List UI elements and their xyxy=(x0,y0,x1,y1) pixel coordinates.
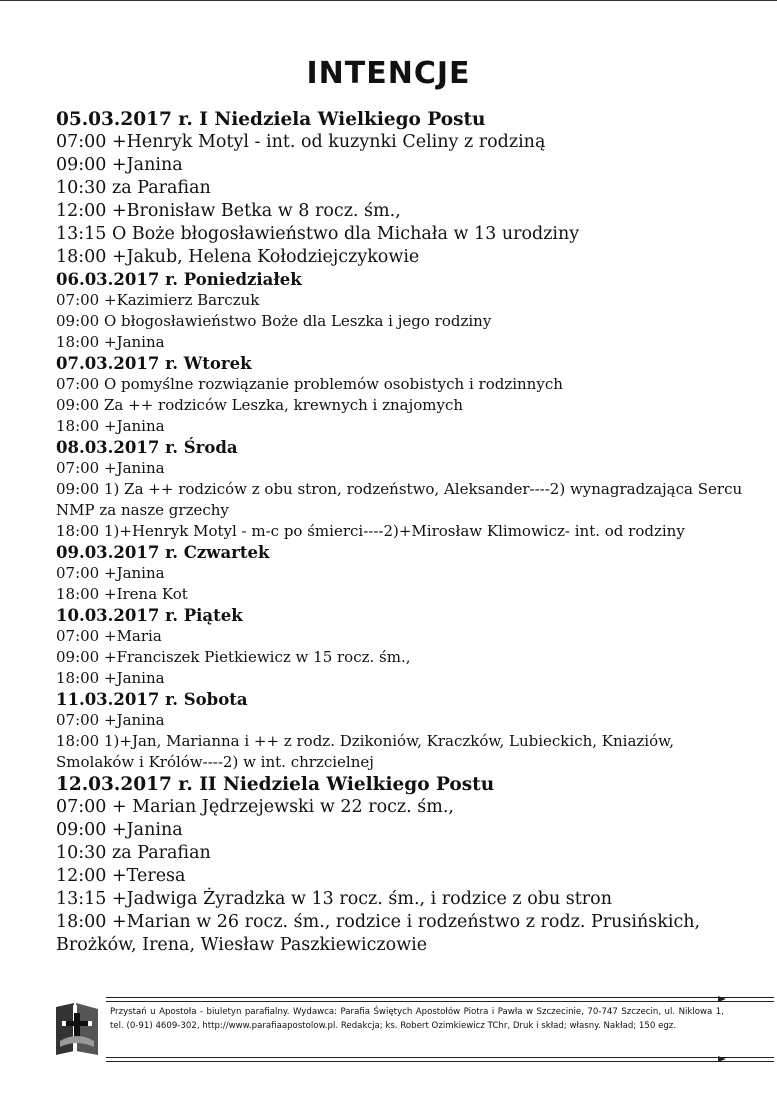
mass-intention: 18:00 +Marian w 26 rocz. śm., rodzice i rodzeństwo z rodz. Prusińskich, Brożków, Irena, Wiesław Paszkiewiczowie xyxy=(56,912,701,955)
day-heading: 10.03.2017 r. Piątek xyxy=(56,606,243,625)
mass-intention: 09:00 +Janina xyxy=(56,155,183,175)
footer xyxy=(50,995,730,1061)
footer-rule-bottom xyxy=(106,1057,774,1062)
mass-intention: 07:00 O pomyślne rozwiązanie problemów osobistych i rodzinnych xyxy=(56,375,563,393)
mass-intention: 09:00 +Franciszek Pietkiewicz w 15 rocz. śm., xyxy=(56,648,411,666)
day-block xyxy=(56,542,756,605)
mass-intention: 10:30 za Parafian xyxy=(56,843,211,863)
mass-intention: 18:00 +Janina xyxy=(56,669,165,687)
mass-intention: 12:00 +Teresa xyxy=(56,866,186,886)
mass-intention: 18:00 +Janina xyxy=(56,333,165,351)
day-heading: 05.03.2017 r. I Niedziela Wielkiego Postu xyxy=(56,109,486,130)
mass-intention: 07:00 +Kazimierz Barczuk xyxy=(56,291,260,309)
mass-intention: 07:00 +Henryk Motyl - int. od kuzynki Celiny z rodziną xyxy=(56,132,546,152)
mass-intention: 10:30 za Parafian xyxy=(56,178,211,198)
mass-intention: 18:00 +Janina xyxy=(56,417,165,435)
footer-text: Przystań u Apostoła - biuletyn parafialny. Wydawca: Parafia Świętych Apostołów Piotra i Pawła w Szczecinie, 70-747 Szczecin, ul. Niklowa 1, tel. (0-91) 4609-302, http://www.parafiaapostolow.pl. Redakcja; ks. Robert Ozimkiewicz TChr, Druk i skład; własny. Nakład; 150 egz. xyxy=(110,1007,724,1031)
mass-intention: 18:00 +Irena Kot xyxy=(56,585,188,603)
mass-intention: 18:00 1)+Henryk Motyl - m-c po śmierci----2)+Mirosław Klimowicz- int. od rodziny xyxy=(56,522,685,540)
mass-intention: 07:00 +Janina xyxy=(56,564,165,582)
day-block xyxy=(56,437,756,542)
day-heading: 11.03.2017 r. Sobota xyxy=(56,690,248,709)
day-heading: 07.03.2017 r. Wtorek xyxy=(56,354,252,373)
day-block xyxy=(56,108,756,269)
mass-intention: 12:00 +Bronisław Betka w 8 rocz. śm., xyxy=(56,201,401,221)
mass-intention: 07:00 +Janina xyxy=(56,711,165,729)
mass-intention: 07:00 +Maria xyxy=(56,627,162,645)
day-block xyxy=(56,605,756,689)
mass-intention: 09:00 +Janina xyxy=(56,820,183,840)
day-heading: 06.03.2017 r. Poniedziałek xyxy=(56,270,302,289)
mass-intention: 18:00 1)+Jan, Marianna i ++ z rodz. Dzikoniów, Kraczków, Lubieckich, Kniaziów, Smolaków i Królów----2) w int. chrzcielnej xyxy=(56,732,674,771)
day-heading: 09.03.2017 r. Czwartek xyxy=(56,543,270,562)
footer-rule-top xyxy=(106,997,774,1002)
arrow-right-icon xyxy=(718,996,726,1002)
day-block xyxy=(56,773,756,957)
day-block xyxy=(56,269,756,353)
mass-intention: 09:00 1) Za ++ rodziców z obu stron, rodzeństwo, Aleksander----2) wynagradzająca Sercu NMP za nasze grzechy xyxy=(56,480,743,519)
parish-logo-icon xyxy=(52,1001,102,1057)
day-block xyxy=(56,689,756,773)
mass-intention: 13:15 O Boże błogosławieństwo dla Michała w 13 urodziny xyxy=(56,224,580,244)
mass-intention: 13:15 +Jadwiga Żyradzka w 13 rocz. śm., i rodzice z obu stron xyxy=(56,889,612,909)
mass-intention: 07:00 +Janina xyxy=(56,459,165,477)
day-block xyxy=(56,353,756,437)
page-title: INTENCJE xyxy=(306,56,471,91)
arrow-right-icon xyxy=(718,1056,726,1062)
mass-intention: 09:00 O błogosławieństwo Boże dla Leszka i jego rodziny xyxy=(56,312,492,330)
mass-intention: 18:00 +Jakub, Helena Kołodziejczykowie xyxy=(56,247,420,267)
day-heading: 08.03.2017 r. Środa xyxy=(56,438,238,457)
top-border xyxy=(0,0,777,1)
mass-intention: 09:00 Za ++ rodziców Leszka, krewnych i znajomych xyxy=(56,396,464,414)
mass-intention: 07:00 + Marian Jędrzejewski w 22 rocz. śm., xyxy=(56,797,454,817)
intentions-list xyxy=(56,108,756,957)
day-heading: 12.03.2017 r. II Niedziela Wielkiego Postu xyxy=(56,774,495,795)
